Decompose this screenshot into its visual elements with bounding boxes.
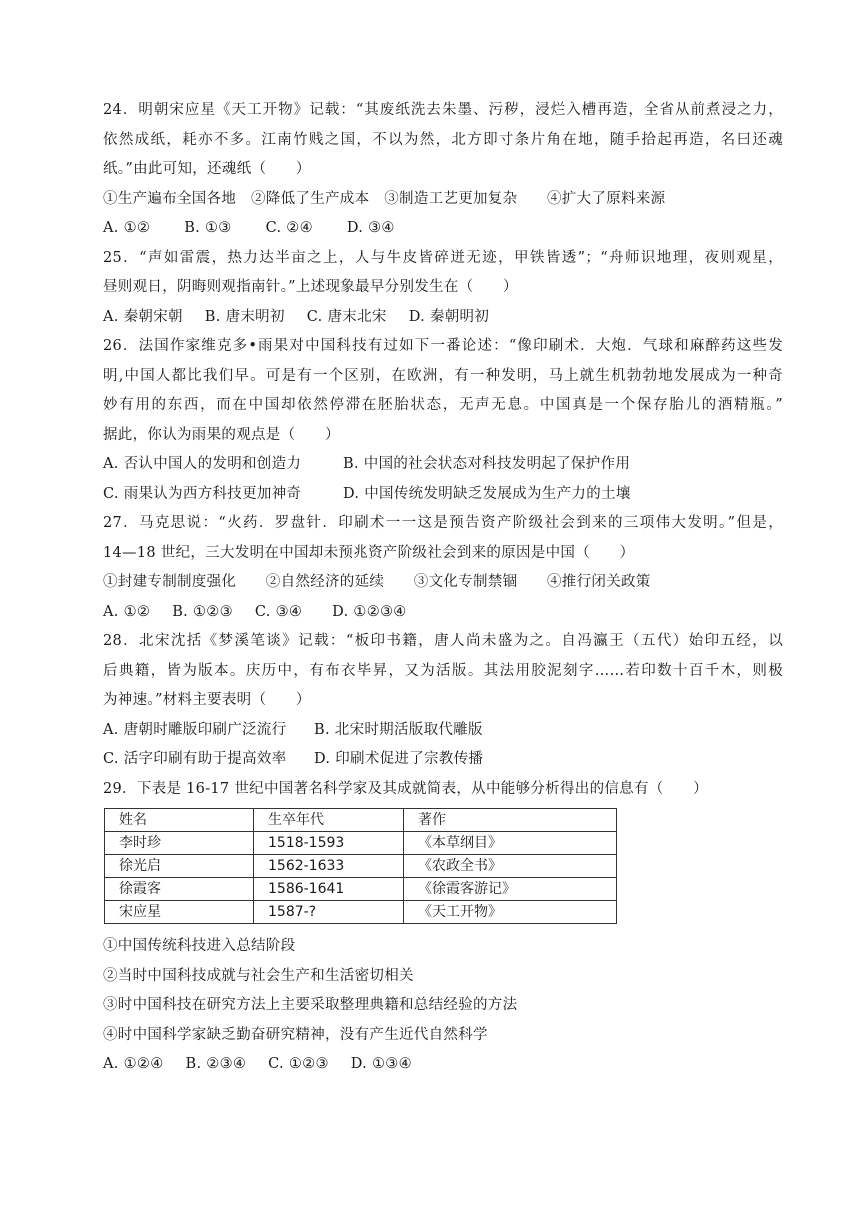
table-cell: 李时珍 [105,832,254,855]
table-header-cell: 生卒年代 [254,809,404,832]
option-d: D. ③④ [346,220,395,236]
option-d: D. ①③④ [350,1056,412,1072]
question-text-line: 27．马克思说：“火药．罗盘针．印刷术一一这是预告资产阶级社会到来的三项伟大发明。”但是， [103,515,783,531]
table-cell: 《天工开物》 [404,901,617,924]
option-d: D. 秦朝明初 [408,308,490,325]
question-text-line: 依然成纸，耗亦不多。江南竹贱之国，不以为然，北方即寸条片角在地，随手拾起再造，名曰还魂 [103,131,783,148]
answer-options [103,450,783,480]
option-c: C. ①②③ [268,1056,329,1072]
question-text-line: 据此，你认为雨果的观点是（ ） [103,426,340,443]
table-header-cell: 姓名 [105,809,254,832]
answer-options [103,716,783,746]
answer-options [103,303,783,333]
table-cell: 《农政全书》 [404,855,617,878]
answer-options [103,214,783,244]
question-statement: ③时中国科技在研究方法上主要采取整理典籍和总结经验的方法 [103,997,518,1013]
table-cell: 1518-1593 [254,832,404,855]
question-text-line: 后典籍，皆为版本。庆历中，有布衣毕昇，又为活版。其法用胶泥刻字……若印数十百千木，则极 [103,662,783,679]
question-statement: ①中国传统科技进入总结阶段 [103,938,296,954]
option-d: D. ①②③④ [332,603,407,620]
option-b: B. 北宋时期活版取代雕版 [314,721,483,738]
option-d: D. 中国传统发明缺乏发展成为生产力的土壤 [343,485,631,502]
answer-options [103,1050,783,1080]
question-text-line: 明,中国人都比我们早。可是有一个区别，在欧洲，有一种发明，马上就生机勃勃地发展成为一种奇 [103,367,783,384]
question-text-line: 25．“声如雷震，热力达半亩之上，人与牛皮皆碎迸无迹，甲铁皆透”；“舟师识地理，夜则观星， [103,249,783,266]
option-a: A. ①② [103,603,151,620]
question-28 [103,627,783,775]
question-statements: ①生产遍布全国各地 ②降低了生产成本 ③制造工艺更加复杂 ④扩大了原料来源 [103,190,666,207]
table-header-cell: 著作 [404,809,617,832]
option-c: C. ②④ [265,220,313,236]
option-b: B. ②③④ [185,1056,247,1072]
option-b: B. 唐末明初 [204,308,285,325]
question-text-line: 14—18 世纪，三大发明在中国却未预兆资产阶级社会到来的原因是中国（ ） [103,544,635,561]
table-cell: 1562-1633 [254,855,404,878]
option-c: C. 活字印刷有助于提高效率 [103,751,287,767]
question-text-line: 26．法国作家维克多•雨果对中国科技有过如下一番论述：“像印刷术．大炮．气球和麻醉药这些发 [103,338,783,354]
scientists-table [104,808,617,924]
question-text-line: 29．下表是 16-17 世纪中国著名科学家及其成就简表，从中能够分析得出的信息有（ ） [103,780,708,797]
option-b: B. ①③ [184,220,232,236]
question-25 [103,244,783,333]
option-a: A. 唐朝时雕版印刷广泛流行 [103,721,287,738]
question-text-line: 妙有用的东西，而在中国却依然停滞在胚胎状态，无声无息。中国真是一个保存胎儿的酒精瓶。” [103,397,783,413]
option-c: C. ③④ [254,603,303,620]
answer-options [103,480,783,510]
table-cell: 《徐霞客游记》 [404,878,617,901]
table-cell: 徐光启 [105,855,254,878]
question-text-line: 昼则观日，阴晦则观指南针。”上述现象最早分别发生在（ ） [103,279,518,295]
table-header-row [105,809,617,832]
answer-options [103,598,783,628]
option-a: A. ①② [103,220,151,236]
option-b: B. ①②③ [172,603,233,620]
option-a: A. ①②④ [103,1056,164,1072]
option-c: C. 雨果认为西方科技更加神奇 [103,485,302,502]
table-cell: 1587-? [254,901,404,924]
table-cell: 1586-1641 [254,878,404,901]
question-text-line: 为神速。”材料主要表明（ ） [103,692,311,708]
option-c: C. 唐末北宋 [306,308,387,325]
table-cell: 《本草纲目》 [404,832,617,855]
table-row [105,832,617,855]
question-26 [103,332,783,509]
option-a: A. 秦朝宋朝 [103,308,183,325]
answer-options [103,745,783,775]
table-row [105,855,617,878]
table-cell: 徐霞客 [105,878,254,901]
question-statement: ④时中国科学家缺乏勤奋研究精神，没有产生近代自然科学 [103,1026,488,1043]
question-statement: ②当时中国科技成就与社会生产和生活密切相关 [103,967,414,984]
question-24 [103,96,783,244]
exam-page [103,96,783,1080]
option-b: B. 中国的社会状态对科技发明起了保护作用 [343,456,631,472]
table-row [105,878,617,901]
table-row [105,901,617,924]
question-text-line: 24．明朝宋应星《天工开物》记载：“其废纸洗去朱墨、污秽，浸烂入槽再造，全省从前煮浸之力， [103,102,783,118]
question-27 [103,509,783,627]
question-29 [103,775,783,1080]
table-cell: 宋应星 [105,901,254,924]
question-text-line: 28．北宋沈括《梦溪笔谈》记载：“板印书籍，唐人尚未盛为之。自冯瀛王（五代）始印五经，以 [103,633,783,649]
question-statements: ①封建专制制度强化 ②自然经济的延续 ③文化专制禁锢 ④推行闭关政策 [103,574,651,590]
question-text-line: 纸。”由此可知，还魂纸（ ） [103,161,311,177]
option-d: D. 印刷术促进了宗教传播 [314,751,484,767]
option-a: A. 否认中国人的发明和创造力 [103,456,302,472]
